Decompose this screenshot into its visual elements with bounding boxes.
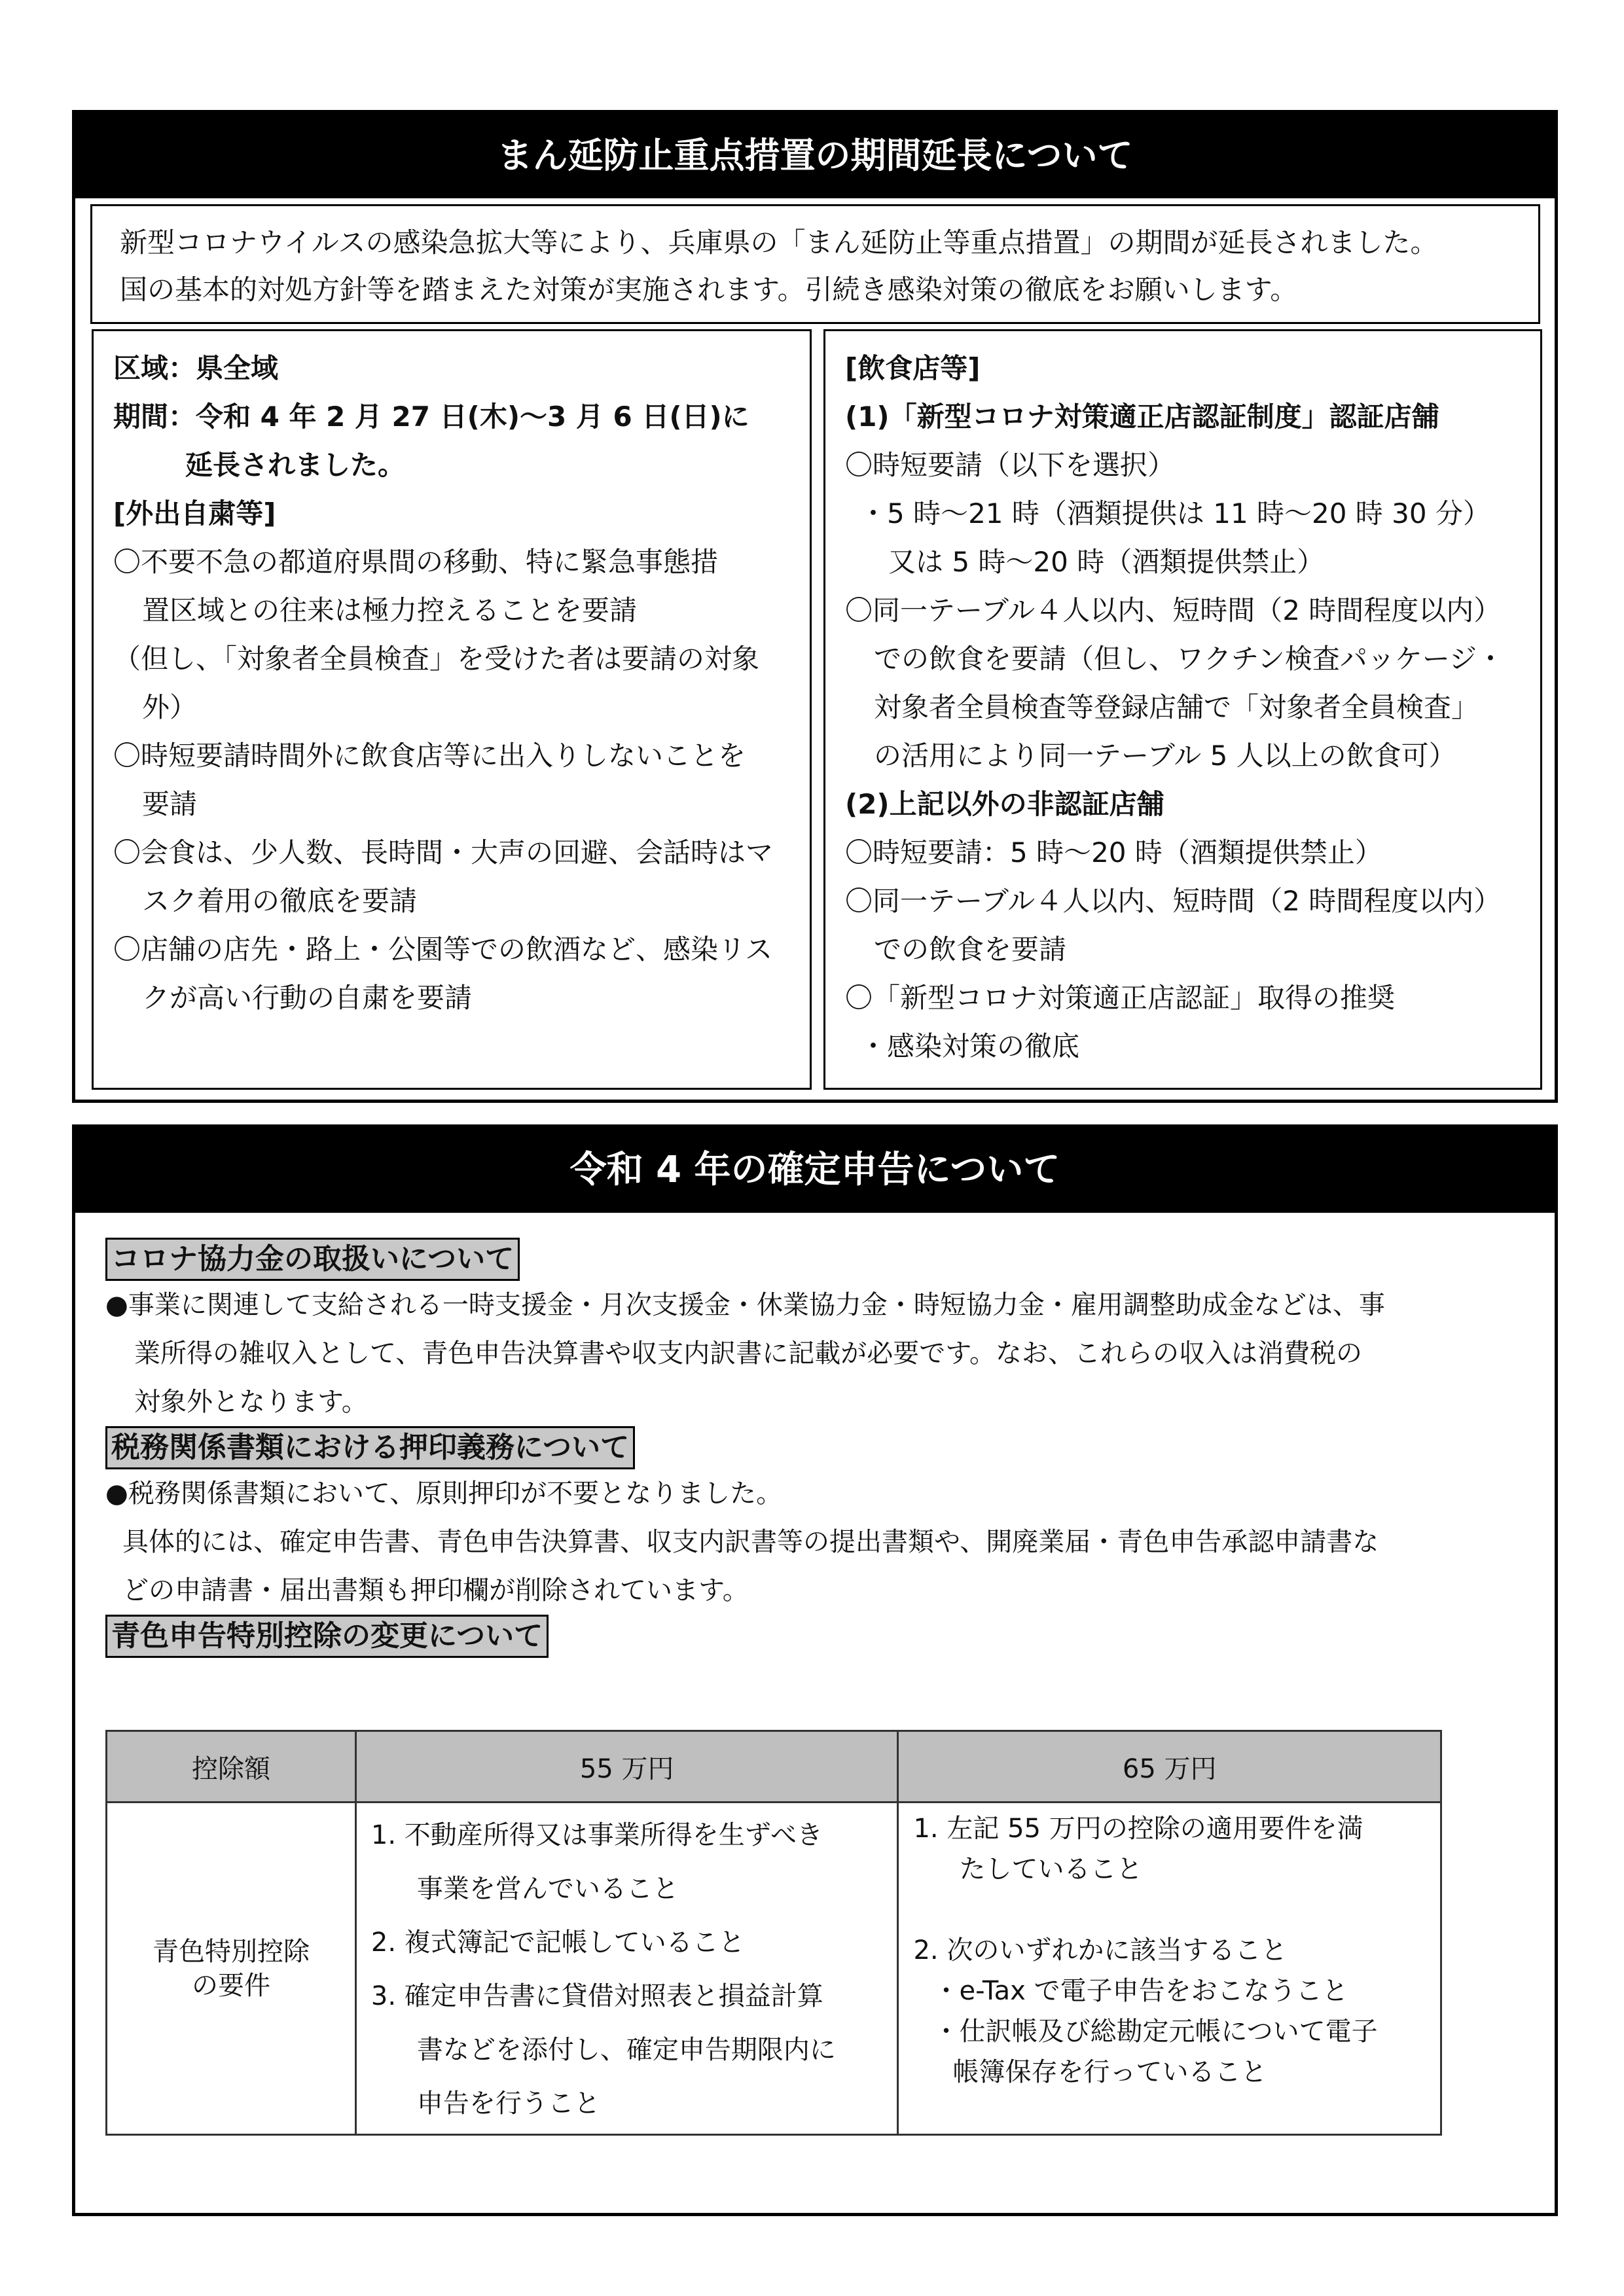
noncertified-item: での飲食を要請: [874, 933, 1067, 965]
req-550k-line: 1. 不動産所得又は事業所得を生ずべき: [370, 1820, 823, 1850]
intro-box: [90, 204, 1540, 324]
table-header-row: [107, 1731, 1441, 1803]
subsection-heading-seal: 税務関係書類における押印義務について: [105, 1426, 635, 1469]
section-title: 令和 4 年の確定申告について: [569, 1149, 1060, 1191]
certified-item: 〇時短要請（以下を選択）: [845, 449, 1176, 481]
header-550k: 55 万円: [355, 1731, 898, 1803]
outing-heading: [外出自粛等]: [113, 497, 276, 529]
outing-item: 置区域との往来は極力控えることを要請: [142, 594, 638, 626]
certified-item: の活用により同一テーブル 5 人以上の飲食可）: [874, 740, 1456, 772]
subsidy-text: 対象外となります。: [134, 1387, 368, 1417]
outing-item: 外）: [142, 691, 198, 723]
seal-text: 具体的には、確定申告書、青色申告決算書、収支内訳書等の提出書類や、開廃業届・青色申告承認申請書な: [122, 1527, 1379, 1557]
noncertified-item: 〇時短要請：5 時～20 時（酒類提供禁止）: [845, 836, 1382, 869]
noncertified-item: 〇「新型コロナ対策適正店認証」取得の推奨: [845, 982, 1396, 1014]
seal-text: どの申請書・届出書類も押印欄が削除されています。: [122, 1575, 749, 1605]
requirements-label: [107, 1803, 356, 2135]
section-title-bar: [75, 1128, 1555, 1213]
certified-item: 〇同一テーブル４人以内、短時間（2 時間程度以内）: [845, 594, 1502, 626]
area-text: 区域：県全域: [113, 352, 279, 384]
req-650k-line: ・仕訳帳及び総勘定元帳について電子: [933, 2017, 1378, 2047]
restaurant-heading: [飲食店等]: [845, 352, 981, 384]
certified-item: 又は 5 時～20 時（酒類提供禁止）: [888, 546, 1325, 578]
section-tax-return: [72, 1124, 1558, 2216]
period-text-cont: 延長されました。: [185, 449, 406, 481]
section-title-bar: [75, 113, 1555, 198]
intro-line-2: 国の基本的対処方針等を踏まえた対策が実施されます。引続き感染対策の徹底をお願いします。: [120, 274, 1298, 306]
req-550k-line: 書などを添付し、確定申告期限内に: [416, 2035, 836, 2065]
req-650k-line: たしていること: [959, 1854, 1143, 1884]
outing-item: （但し、「対象者全員検査」を受けた者は要請の対象: [113, 643, 760, 675]
certified-heading: (1)「新型コロナ対策適正店認証制度」認証店舗: [845, 401, 1439, 433]
noncertified-item: 〇同一テーブル４人以内、短時間（2 時間程度以内）: [845, 885, 1502, 917]
certified-item: ・5 時～21 時（酒類提供は 11 時～20 時 30 分）: [859, 497, 1490, 529]
req-550k-line: 2. 複式簿記で記帳していること: [370, 1928, 745, 1958]
period-text: 期間：令和 4 年 2 月 27 日(木)～3 月 6 日(日)に: [113, 401, 749, 433]
req-550k-line: 申告を行うこと: [416, 2089, 600, 2119]
req-650k-line: 帳簿保存を行っていること: [952, 2057, 1267, 2087]
section-covid-measures: [72, 110, 1558, 1103]
measures-left-box: [92, 329, 812, 1090]
subsidy-text: ●事業に関連して支給される一時支援金・月次支援金・休業協力金・時短協力金・雇用調整助成金などは、事: [105, 1290, 1385, 1320]
outing-item: 〇不要不急の都道府県間の移動、特に緊急事態措: [113, 546, 719, 578]
subsidy-text: 業所得の雑収入として、青色申告決算書や収支内訳書に記載が必要です。なお、これらの収入は消費税の: [134, 1338, 1362, 1369]
subsection-heading-deduction: 青色申告特別控除の変更について: [105, 1615, 549, 1658]
noncertified-heading: (2)上記以外の非認証店舗: [845, 788, 1164, 820]
req-550k-line: 3. 確定申告書に貸借対照表と損益計算: [370, 1981, 823, 2011]
deduction-table: [105, 1730, 1442, 2136]
outing-item: 要請: [142, 788, 198, 820]
certified-item: 対象者全員検査等登録店舗で「対象者全員検査」: [874, 691, 1479, 723]
req-650k-line: 2. 次のいずれかに該当すること: [913, 1935, 1288, 1965]
requirements-550k: [355, 1803, 898, 2135]
requirements-label-line-2: の要件: [191, 1970, 270, 2001]
outing-item: 〇店舗の店先・路上・公園等での飲酒など、感染リス: [113, 933, 773, 965]
outing-item: クが高い行動の自粛を要請: [142, 982, 473, 1014]
intro-line-1: 新型コロナウイルスの感染急拡大等により、兵庫県の「まん延防止等重点措置」の期間が延長されました。: [120, 226, 1438, 259]
tax-content: [105, 1238, 1542, 1658]
header-deduction-amount: 控除額: [107, 1731, 356, 1803]
noncertified-item: ・感染対策の徹底: [859, 1030, 1080, 1062]
requirements-650k: [898, 1803, 1441, 2135]
certified-item: での飲食を要請（但し、ワクチン検査パッケージ・: [874, 643, 1505, 675]
outing-item: スク着用の徹底を要請: [142, 885, 418, 917]
outing-item: 〇会食は、少人数、長時間・大声の回避、会話時はマ: [113, 836, 774, 869]
header-650k: 65 万円: [898, 1731, 1441, 1803]
measures-right-box: [823, 329, 1542, 1090]
subsection-heading-subsidy: コロナ協力金の取扱いについて: [105, 1238, 520, 1281]
table-row: [107, 1803, 1441, 2135]
req-650k-line: ・e-Tax で電子申告をおこなうこと: [933, 1976, 1348, 2006]
req-550k-line: 事業を営んでいること: [416, 1874, 679, 1904]
seal-text: ●税務関係書類において、原則押印が不要となりました。: [105, 1479, 783, 1509]
outing-item: 〇時短要請時間外に飲食店等に出入りしないことを: [113, 740, 746, 772]
req-650k-line: 1. 左記 55 万円の控除の適用要件を満: [913, 1814, 1363, 1844]
requirements-label-line-1: 青色特別控除: [152, 1936, 310, 1967]
section-title: まん延防止重点措置の期間延長について: [497, 135, 1133, 176]
